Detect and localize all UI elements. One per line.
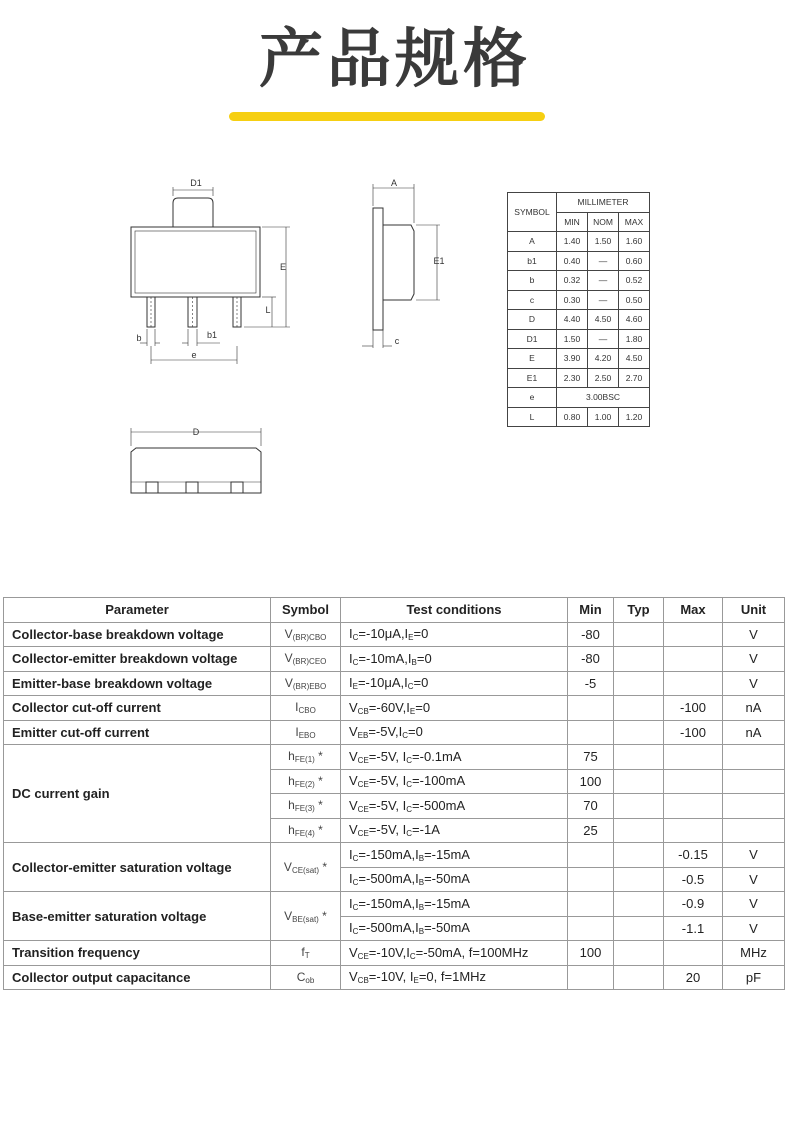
table-row: Collector cut-off current $I_{CBO}$ $V_{CB}=-60V,I_E=0$ -100 nA <box>4 696 785 721</box>
dim-row: E 3.90 4.20 4.50 <box>508 349 650 369</box>
table-row: Transition frequency $f_T$ $V_{CE}=-10V,I_C=-50mA$, f=100MHz 100 MHz <box>4 941 785 966</box>
table-row: Emitter-base breakdown voltage $V_{(BR)EBO}$ $I_E=-10\mu A,I_C=0$ -5 V <box>4 671 785 696</box>
dim-label-b1: b1 <box>206 330 218 340</box>
dim-row: e 3.00BSC <box>508 388 650 408</box>
package-drawing <box>0 0 790 520</box>
test-condition: $V_{CE}=-10V,I_C=-50mA$, f=100MHz <box>341 941 568 966</box>
dim-label-pitch: e <box>191 350 197 360</box>
dim-row: A 1.40 1.50 1.60 <box>508 232 650 252</box>
table-row: $I_C=-500mA,I_B=-50mA$ -0.5 V <box>4 867 785 892</box>
table-row: Collector-emitter breakdown voltage $V_{(BR)CEO}$ $I_C=-10mA,I_B=0$ -80 V <box>4 647 785 672</box>
test-condition: $V_{CE}=-5V$, $I_C=-1A$ <box>341 818 568 843</box>
bottom-lead-left <box>146 482 158 493</box>
dim-row: D 4.40 4.50 4.60 <box>508 310 650 330</box>
test-condition: $V_{CE}=-5V$, $I_C=-100mA$ <box>341 769 568 794</box>
spec-header-row <box>4 598 785 623</box>
test-condition: $I_C=-500mA,I_B=-50mA$ <box>341 916 568 941</box>
page-title: 产品规格 <box>259 23 531 97</box>
test-condition: $V_{CE}=-5V$, $I_C=-0.1mA$ <box>341 745 568 770</box>
header-parameter: Parameter <box>4 598 271 623</box>
header-min: Min <box>568 598 614 623</box>
bottom-lead-right <box>231 482 243 493</box>
dim-header-unit: MILLIMETER <box>557 193 650 213</box>
dim-header-min: MIN <box>557 212 588 232</box>
dim-row: b 0.32 — 0.52 <box>508 271 650 291</box>
table-row: $h_{FE(4)}$ * $V_{CE}=-5V$, $I_C=-1A$ 25 <box>4 818 785 843</box>
table-row: $h_{FE(2)}$ * $V_{CE}=-5V$, $I_C=-100mA$ 100 <box>4 769 785 794</box>
side-body <box>383 225 414 300</box>
test-condition: $V_{CB}=-60V,I_E=0$ <box>341 696 568 721</box>
dim-label-a: A <box>390 178 398 188</box>
dimension-table <box>507 192 650 427</box>
bottom-body <box>131 448 261 493</box>
dim-header-max: MAX <box>619 212 650 232</box>
test-condition: $I_C=-10mA,I_B=0$ <box>341 647 568 672</box>
dim-header-nom: NOM <box>588 212 619 232</box>
dim-label-e: E <box>279 262 287 272</box>
dim-row: c 0.30 — 0.50 <box>508 290 650 310</box>
body-inner-outline <box>135 231 256 293</box>
table-row: Emitter cut-off current $I_{EBO}$ $V_{EB}=-5V,I_C=0$ -100 nA <box>4 720 785 745</box>
header-symbol: Symbol <box>271 598 341 623</box>
dim-label-d: D <box>192 427 200 437</box>
dim-row: D1 1.50 — 1.80 <box>508 329 650 349</box>
table-row: DC current gain $h_{FE(1)}$ * $V_{CE}=-5V$, $I_C=-0.1mA$ 75 <box>4 745 785 770</box>
dim-label-e1: E1 <box>433 256 445 266</box>
header-max: Max <box>664 598 723 623</box>
header-conditions: Test conditions <box>341 598 568 623</box>
table-row: Base-emitter saturation voltage $V_{BE(sat)}$ * $I_C=-150mA,I_B=-15mA$ -0.9 V <box>4 892 785 917</box>
side-tab <box>373 208 383 330</box>
test-condition: $I_C=-150mA,I_B=-15mA$ <box>341 843 568 868</box>
dim-label-l: L <box>265 305 271 315</box>
table-row: $I_C=-500mA,I_B=-50mA$ -1.1 V <box>4 916 785 941</box>
body-outline <box>131 227 260 297</box>
test-condition: $I_C=-500mA,I_B=-50mA$ <box>341 867 568 892</box>
table-row: $h_{FE(3)}$ * $V_{CE}=-5V$, $I_C=-500mA$ 70 <box>4 794 785 819</box>
bottom-lead-center <box>186 482 198 493</box>
dim-label-c: c <box>394 336 400 346</box>
test-condition: $I_E=-10\mu A,I_C=0$ <box>341 671 568 696</box>
dim-row: E1 2.30 2.50 2.70 <box>508 368 650 388</box>
test-condition: $I_C=-150mA,I_B=-15mA$ <box>341 892 568 917</box>
header-typ: Typ <box>614 598 664 623</box>
test-condition: $V_{CE}=-5V$, $I_C=-500mA$ <box>341 794 568 819</box>
dim-label-b: b <box>136 333 142 343</box>
dim-row: L 0.80 1.00 1.20 <box>508 407 650 427</box>
tab-outline <box>173 198 213 227</box>
header-unit: Unit <box>723 598 785 623</box>
spec-table <box>3 597 785 990</box>
test-condition: $I_C=-10\mu A,I_E=0$ <box>341 622 568 647</box>
test-condition: $V_{CB}=-10V$, $I_E=0$, f=1MHz <box>341 965 568 990</box>
dim-row: b1 0.40 — 0.60 <box>508 251 650 271</box>
table-row: Collector output capacitance $C_{ob}$ $V_{CB}=-10V$, $I_E=0$, f=1MHz 20 pF <box>4 965 785 990</box>
test-condition: $V_{EB}=-5V,I_C=0$ <box>341 720 568 745</box>
table-row: Collector-emitter saturation voltage $V_{CE(sat)}$ * $I_C=-150mA,I_B=-15mA$ -0.15 V <box>4 843 785 868</box>
table-row: Collector-base breakdown voltage $V_{(BR)CBO}$ $I_C=-10\mu A,I_E=0$ -80 V <box>4 622 785 647</box>
dim-header-symbol: SYMBOL <box>508 193 557 232</box>
dim-label-d1: D1 <box>190 178 202 188</box>
